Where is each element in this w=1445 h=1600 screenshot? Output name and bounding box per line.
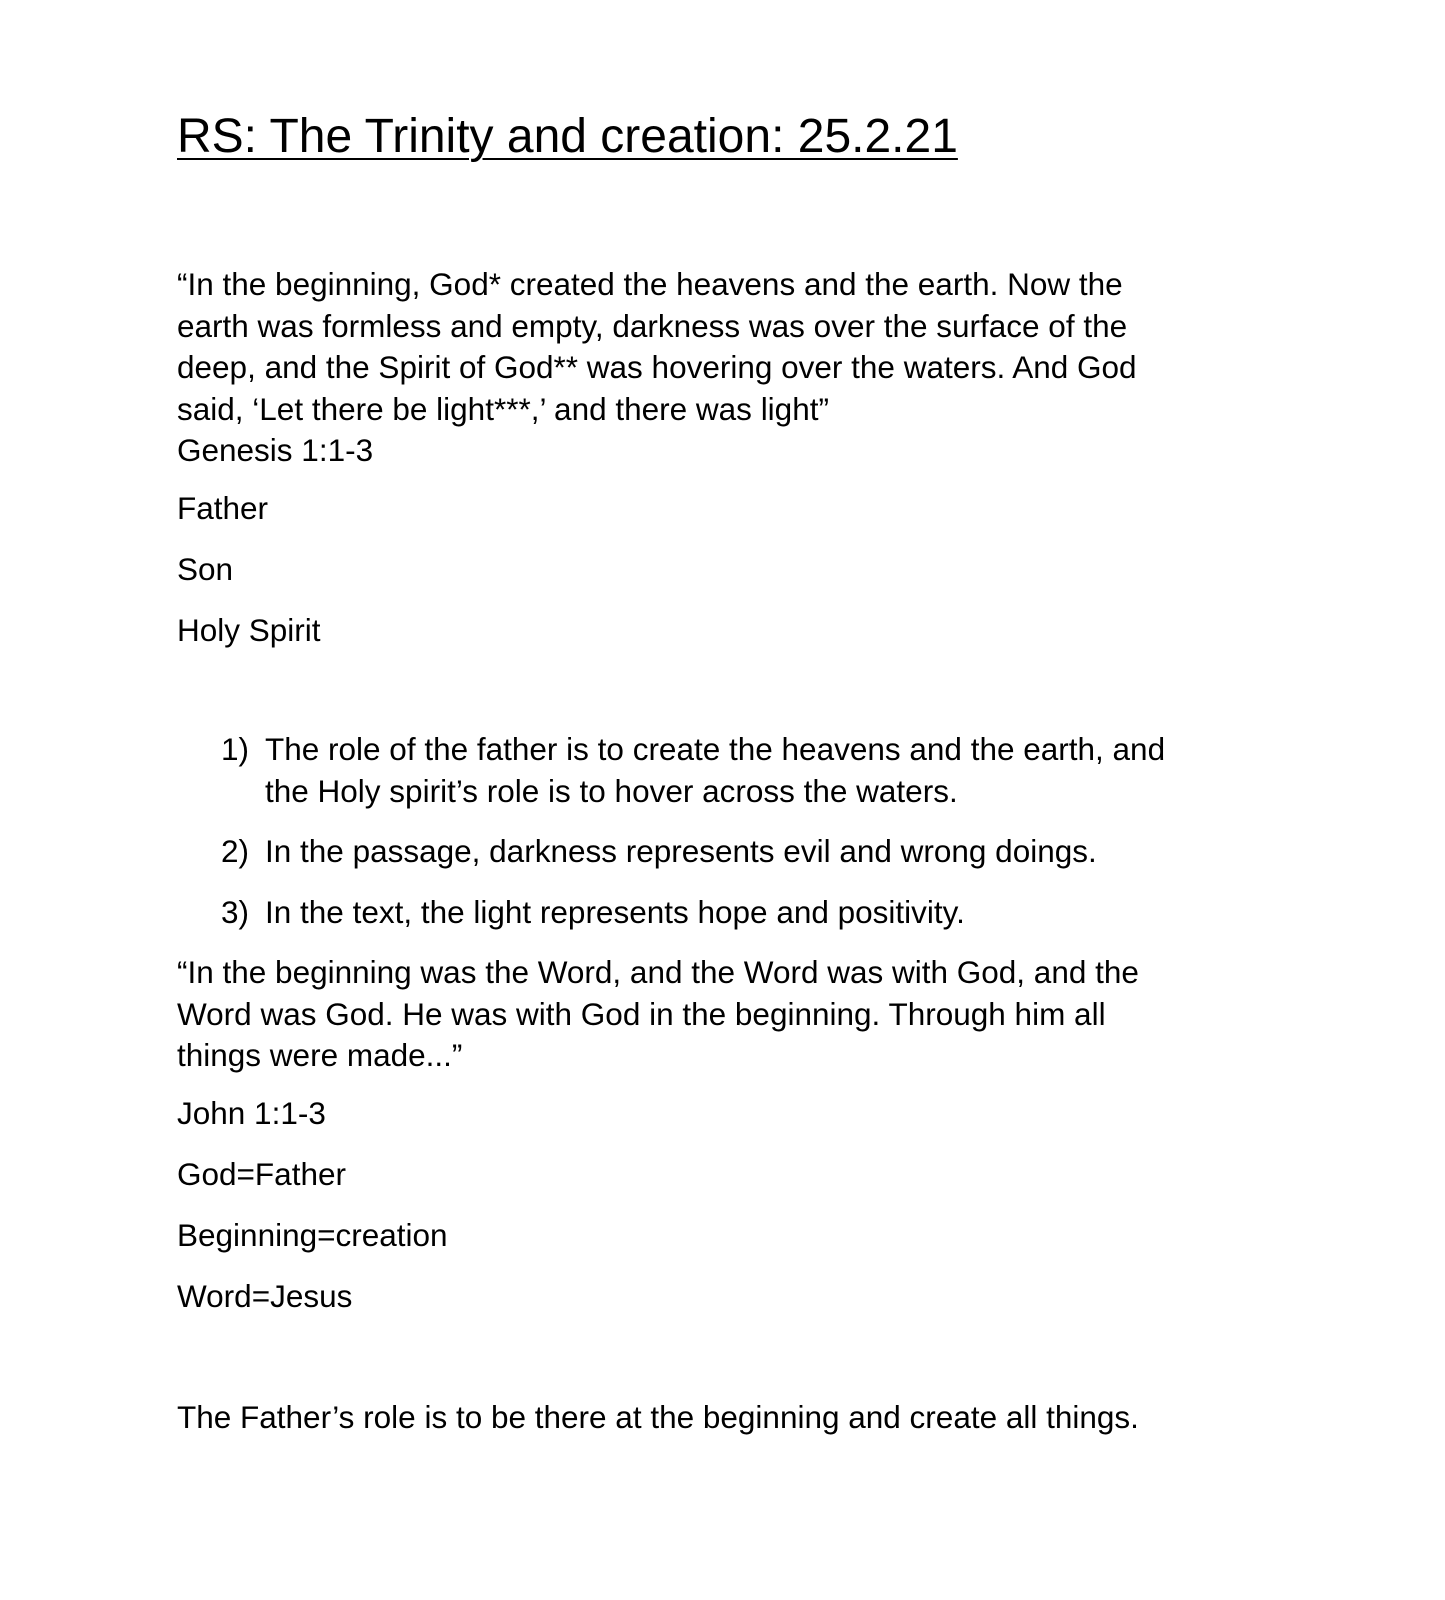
trinity-son: Son [177, 551, 234, 587]
john-reference: John 1:1-3 [177, 1095, 326, 1131]
genesis-quote-line: “In the beginning, God* created the heavens and the earth. Now the [177, 266, 1123, 302]
answer-number: 1) [221, 731, 250, 767]
definition-word: Word=Jesus [177, 1278, 353, 1314]
john-quote [177, 952, 1139, 1077]
answer-line: In the passage, darkness represents evil and wrong doings. [265, 833, 1097, 869]
answer-line: the Holy spirit’s role is to hover across the waters. [265, 772, 958, 809]
answer-line: The role of the father is to create the heavens and the earth, and [265, 731, 1166, 767]
answer-item-1 [221, 729, 1165, 812]
john-quote-line: Word was God. He was with God in the beginning. Through him all [177, 995, 1106, 1032]
trinity-father: Father [177, 490, 269, 526]
answer-item-3 [221, 892, 965, 934]
genesis-quote-line: earth was formless and empty, darkness was over the surface of the [177, 307, 1128, 344]
answer-item-2 [221, 831, 1097, 873]
answer-line: In the text, the light represents hope and positivity. [265, 894, 965, 930]
conclusion: The Father’s role is to be there at the beginning and create all things. [177, 1399, 1139, 1435]
genesis-quote [177, 264, 1137, 472]
answer-number: 3) [221, 894, 250, 930]
definition-god: God=Father [177, 1156, 346, 1192]
genesis-reference: Genesis 1:1-3 [177, 432, 374, 468]
genesis-quote-line: deep, and the Spirit of God** was hovering over the waters. And God [177, 349, 1137, 385]
john-quote-line: things were made...” [177, 1037, 463, 1073]
john-quote-line: “In the beginning was the Word, and the Word was with God, and the [177, 954, 1139, 990]
page-title: RS: The Trinity and creation: 25.2.21 [177, 110, 958, 163]
definition-beginning: Beginning=creation [177, 1217, 448, 1253]
genesis-quote-line: said, ‘Let there be light***,’ and there was light” [177, 390, 829, 427]
trinity-holy-spirit: Holy Spirit [177, 612, 321, 648]
answer-number: 2) [221, 833, 250, 869]
